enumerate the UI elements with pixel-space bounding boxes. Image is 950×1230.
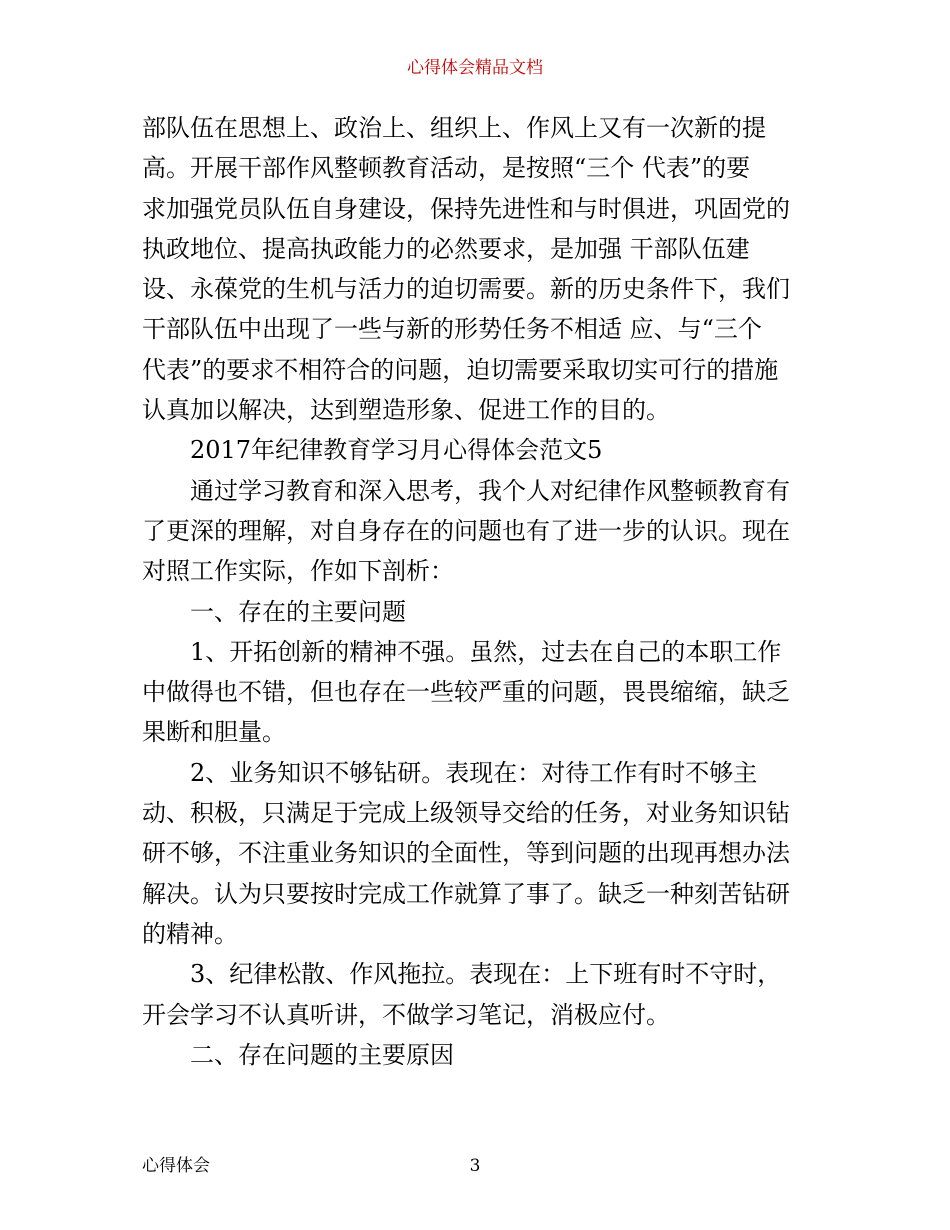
text-line: 动、积极，只满足于完成上级领导交给的任务，对业务知识钻 bbox=[142, 799, 790, 828]
text-line: 开会学习不认真听讲，不做学习笔记，消极应付。 bbox=[142, 1000, 670, 1029]
text-line: 1、开拓创新的精神不强。虽然，过去在自己的本职工作 bbox=[190, 637, 782, 666]
text-line: 一、存在的主要问题 bbox=[190, 597, 406, 626]
text-line: 执政地位、提高执政能力的必然要求，是加强 干部队伍建 bbox=[142, 234, 750, 263]
text-line: 2017年纪律教育学习月心得体会范文5 bbox=[190, 436, 603, 465]
text-line: 设、永葆党的生机与活力的迫切需要。新的历史条件下，我们 bbox=[142, 275, 790, 304]
text-line: 解决。认为只要按时完成工作就算了事了。缺乏一种刻苦钻研 bbox=[142, 879, 790, 908]
page-header-title: 心得体会精品文档 bbox=[407, 58, 543, 78]
text-line: 对照工作实际，作如下剖析： bbox=[142, 557, 454, 586]
text-line: 二、存在问题的主要原因 bbox=[190, 1040, 454, 1069]
text-line: 部队伍在思想上、政治上、组织上、作风上又有一次新的提 bbox=[142, 114, 766, 142]
page-number: 3 bbox=[469, 1156, 481, 1176]
text-line: 果断和胆量。 bbox=[142, 718, 286, 747]
text-line: 干部队伍中出现了一些与新的形势任务不相适 应、与“三个 bbox=[142, 315, 762, 344]
document-body bbox=[142, 108, 814, 1075]
text-line: 2、业务知识不够钻研。表现在：对待工作有时不够主 bbox=[190, 758, 758, 787]
text-line: 高。开展干部作风整顿教育活动，是按照“三个 代表”的要 bbox=[142, 154, 751, 183]
text-line: 代表”的要求不相符合的问题，迫切需要采取切实可行的措施 bbox=[142, 355, 779, 384]
text-line: 研不够，不注重业务知识的全面性，等到问题的出现再想办法 bbox=[142, 839, 790, 868]
text-line: 3、纪律松散、作风拖拉。表现在：上下班有时不守时， bbox=[190, 960, 782, 989]
text-line: 中做得也不错，但也存在一些较严重的问题，畏畏缩缩，缺乏 bbox=[142, 678, 790, 707]
footer-label: 心得体会 bbox=[142, 1156, 210, 1176]
text-line: 的精神。 bbox=[142, 919, 238, 948]
text-line: 通过学习教育和深入思考，我个人对纪律作风整顿教育有 bbox=[190, 476, 790, 505]
text-line: 了更深的理解，对自身存在的问题也有了进一步的认识。现在 bbox=[142, 516, 790, 545]
text-line: 求加强党员队伍自身建设，保持先进性和与时俱进，巩固党的 bbox=[142, 194, 790, 223]
text-line: 认真加以解决，达到塑造形象、促进工作的目的。 bbox=[142, 396, 670, 425]
